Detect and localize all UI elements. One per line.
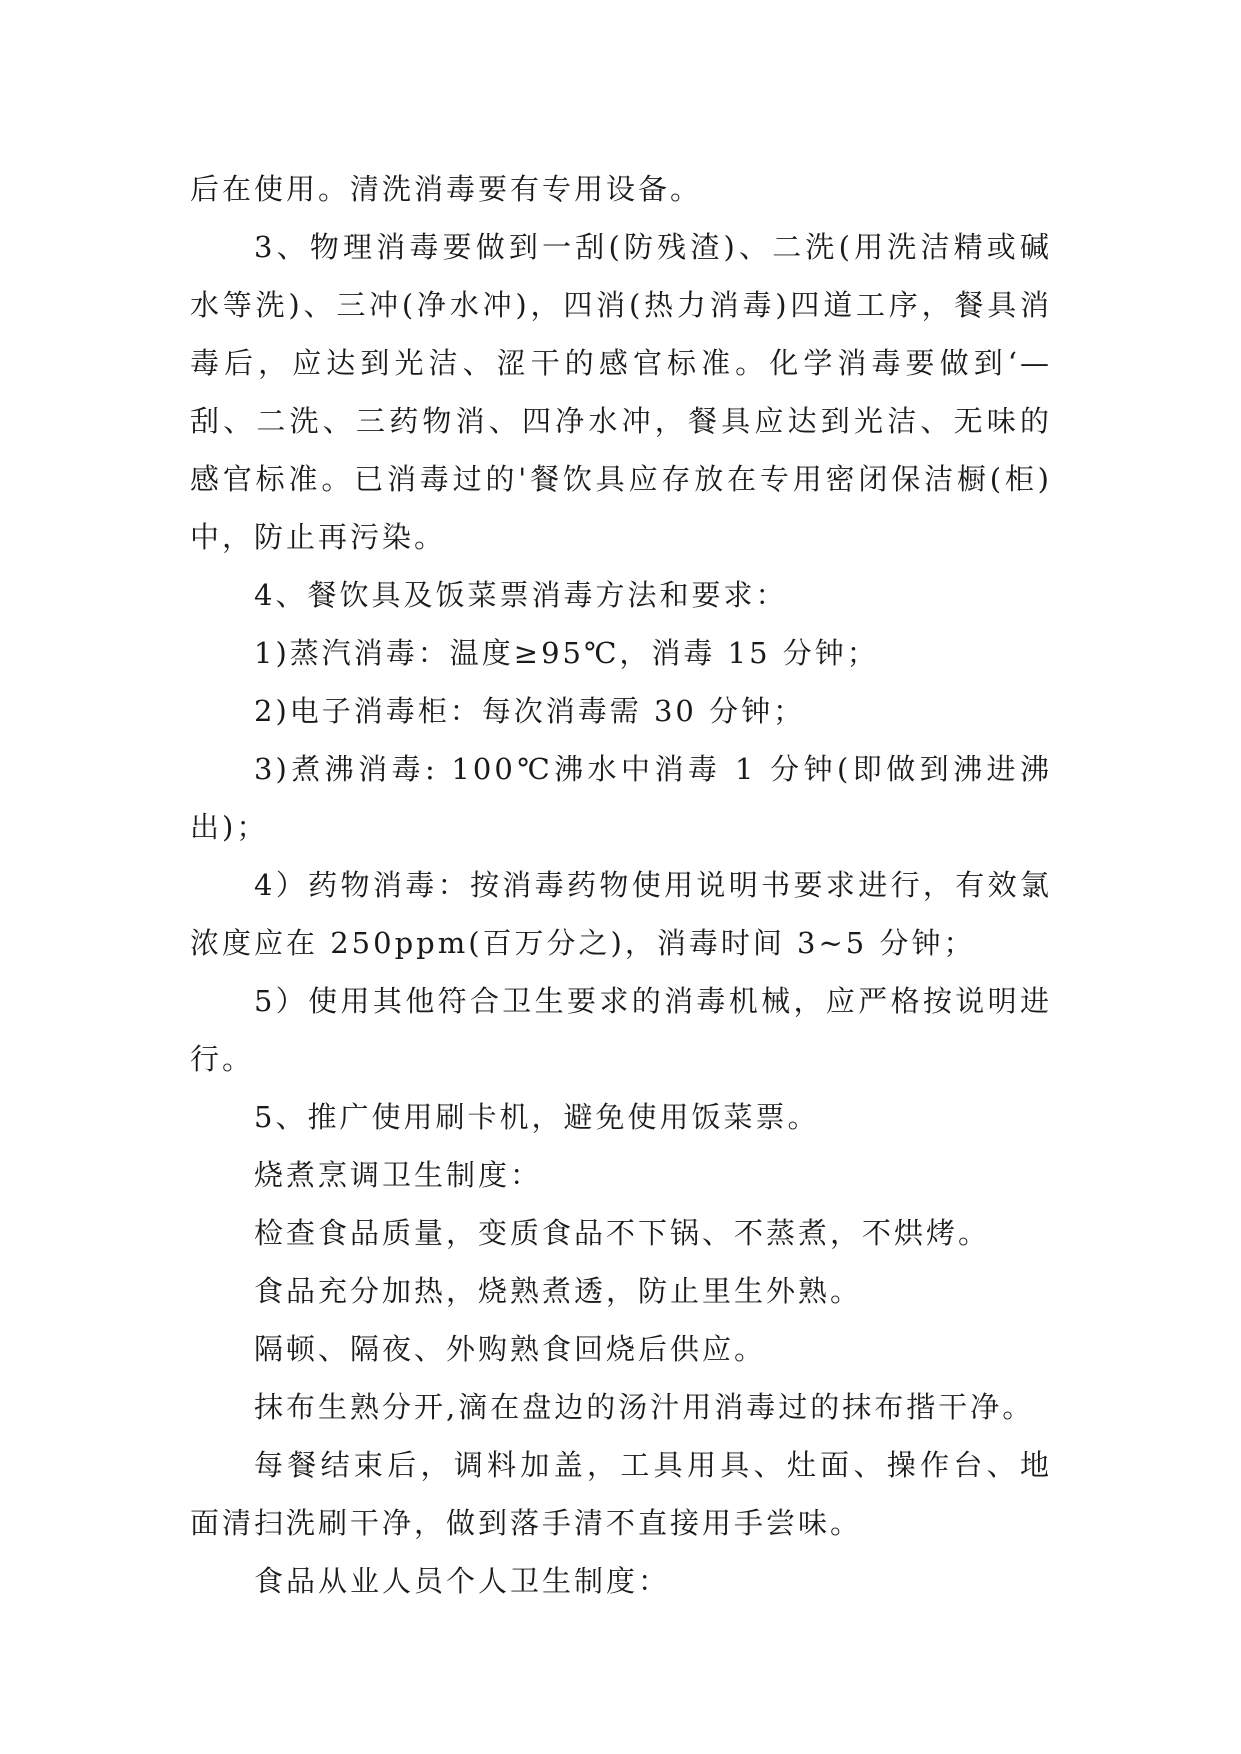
paragraph-after-meal-cleanup: 每餐结束后，调料加盖，工具用具、灶面、操作台、地面清扫洗刷干净，做到落手清不直接用手尝味。 — [190, 1448, 1052, 1540]
paragraph-boiling-disinfection: 3)煮沸消毒: 100℃沸水中消毒 1 分钟(即做到沸进沸出)； — [190, 752, 1052, 844]
paragraph-disinfection-methods-heading: 4、餐饮具及饭菜票消毒方法和要求： — [254, 578, 788, 612]
paragraph-check-food-quality: 检查食品质量，变质食品不下锅、不蒸煮，不烘烤。 — [254, 1216, 991, 1250]
paragraph-other-machinery: 5）使用其他符合卫生要求的消毒机械，应严格按说明进行。 — [190, 984, 1052, 1076]
paragraph-electronic-cabinet: 2)电子消毒柜：每次消毒需 30 分钟； — [254, 694, 806, 728]
paragraph-reheat-leftovers: 隔顿、隔夜、外购熟食回烧后供应。 — [254, 1332, 767, 1366]
paragraph-cloth-separation: 抹布生熟分开,滴在盘边的汤汁用消毒过的抹布揩干净。 — [254, 1390, 1035, 1424]
paragraph-physical-chemical-disinfection: 3、物理消毒要做到一刮(防残渣)、二洗(用洗洁精或碱水等洗)、三冲(净水冲)，四消(热力消毒)四道工序，餐具消毒后，应达到光洁、涩干的感官标准。化学消毒要做到‘—刮、二洗、三药物消、四净水冲，餐具应达到光洁、无味的感官标准。已消毒过的'餐饮具应存放在专用密闭保洁橱(柜)中，防止再污染。 — [190, 230, 1052, 554]
heading-cooking-hygiene: 烧煮烹调卫生制度： — [254, 1158, 543, 1192]
document-page — [190, 160, 1052, 1610]
paragraph-chemical-agent-disinfection: 4）药物消毒：按消毒药物使用说明书要求进行，有效氯浓度应在 250ppm(百万分之)，消毒时间 3~5 分钟； — [190, 868, 1052, 960]
heading-personal-hygiene: 食品从业人员个人卫生制度： — [254, 1564, 671, 1598]
paragraph-heat-thoroughly: 食品充分加热，烧熟煮透，防止里生外熟。 — [254, 1274, 863, 1308]
paragraph-card-machine: 5、推广使用刷卡机，避免使用饭菜票。 — [254, 1100, 820, 1134]
paragraph-cleaning-equipment: 后在使用。清洗消毒要有专用设备。 — [190, 172, 703, 206]
paragraph-steam-disinfection: 1)蒸汽消毒：温度≥95℃，消毒 15 分钟； — [254, 636, 879, 670]
